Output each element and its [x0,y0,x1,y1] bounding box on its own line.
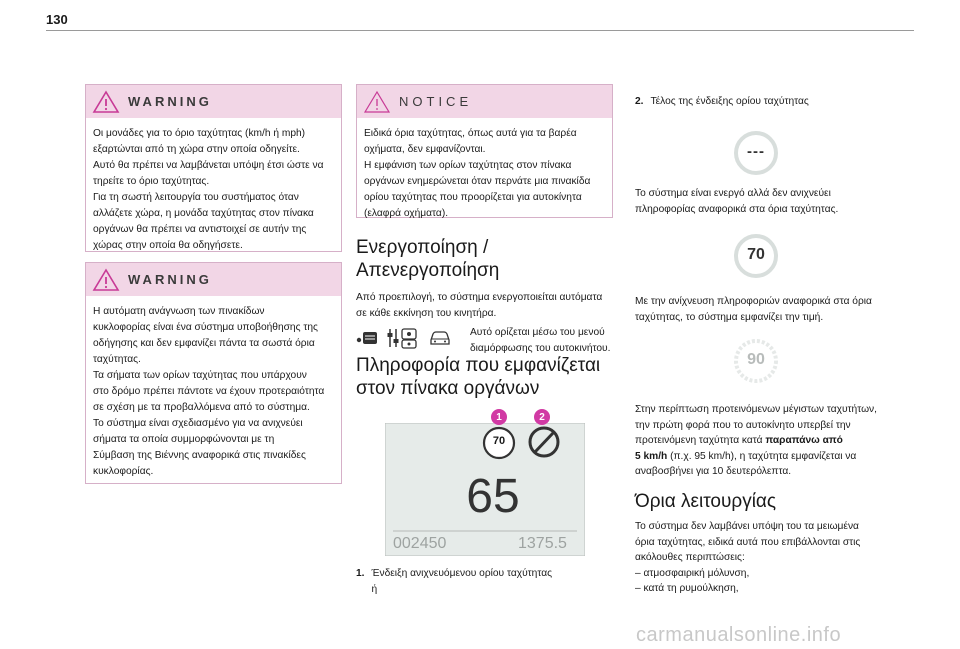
cluster-odometer: 002450 [393,535,447,552]
warning-box-reliability [85,262,342,484]
page-number: 130 [46,12,68,27]
badge-2: 2 [534,409,550,425]
speed-90-text-b: (π.χ. 95 km/h), η ταχύτητα εμφανίζεται να αναβοσβήνει για 10 δευτερόλεπτα. [635,450,857,477]
header-rule [46,30,914,31]
settings-sliders-icon [386,327,420,349]
warning-body: Η αυτόματη ανάγνωση των πινακίδων κυκλοφορίας είναι ένα σύστημα υποβοήθησης της οδήγησης και δεν εμφανίζει πάντα τα σωστά όρια ταχύτητας. Τα σήματα των ορίων ταχύτητας που υπάρχουν στο δρόμο πρέπει πάντοτε να έχουν προτεραιότητα σε σχέση με τα προβαλλόμενα από το σύστημα. Το σύστημα είναι σχεδιασμένο για να ανιχνεύει σήματα τα οποία συμμορφώνονται με τη Σύμβαση της Βιέννης αναφορικά στις πινακίδες κυκλοφορίας. [93,306,325,477]
warning-box-units [85,84,342,252]
item-2 [635,94,915,110]
menu-screen-icon [356,330,378,346]
config-menu-icons [356,325,470,349]
warning-body: Οι μονάδες για το όριο ταχύτητας (km/h ή mph) εξαρτώνται από τη χώρα στην οποία οδηγείτε. Αυτό θα πρέπει να λαμβάνεται υπόψη έτσι ώστε να τηρείτε το όριο ταχύτητας. Για τη σωστή λειτουργία του συστήματος όταν αλλάζετε χώρα, η μονάδα ταχύτητας στον πίνακα οργάνων θα πρέπει να αντιστοιχεί σε αυτήν της χώρας στην οποία θα οδηγήσετε. [93,128,324,251]
warning-title: WARNING [128,272,212,287]
warning-header [86,263,341,296]
sign-dashes-text: --- [747,143,765,160]
watermark: carmanualsonline.info [636,624,842,646]
notice-triangle-icon [363,90,391,114]
activation-text: Από προεπιλογή, το σύστημα ενεργοποιείται αυτόματα σε κάθε εκκίνηση του κινητήρα. [356,292,603,319]
speed-90-text-a: Στην περίπτωση προτεινόμενων μέγιστων ταχυτήτων, την πρώτη φορά που το αυτοκίνητο υπερβεί την προτεινόμενη ταχύτητα κατά [635,404,877,446]
sign-70-text: 70 [747,246,765,263]
display-section [356,354,616,400]
speed-90-description [635,402,920,480]
speed-90-text-bold: παραπάνω από 5 km/h [635,435,843,462]
activation-heading: Ενεργοποίηση / Απενεργοποίηση [356,237,500,281]
config-menu-row [356,325,616,356]
item-1 [356,566,616,597]
notice-box [356,84,613,218]
sign-90-text: 90 [747,351,765,368]
limits-section [635,490,915,597]
cluster-sign-value: 70 [492,435,506,447]
item-2-number: 2. [635,96,644,107]
cluster-speed: 65 [466,470,520,523]
warning-header [86,85,341,118]
limits-heading: Όρια λειτουργίας [635,491,777,512]
cluster-trip: 1375.5 [518,535,567,552]
warning-triangle-icon [92,268,120,292]
activation-section [356,236,616,356]
badge-1: 1 [491,409,507,425]
notice-header [357,85,612,118]
display-heading: Πληροφορία που εμφανίζεται στον πίνακα οργάνων [356,355,601,399]
warning-triangle-icon [92,90,120,114]
limits-text: Το σύστημα δεν λαμβάνει υπόψη του τα μειωμένα όρια ταχύτητας, ειδικά αυτά που επιβάλλονται στις ακόλουθες περιπτώσεις: – ατμοσφαιρική μόλυνση, – κατά τη ρυμούλκηση, [635,521,861,594]
end-of-limit-sign-icon [527,425,561,459]
notice-title: NOTICE [399,94,473,109]
warning-title: WARNING [128,94,212,109]
instrument-cluster-illustration [385,411,585,556]
car-icon [428,330,452,346]
item-1-text: Ένδειξη ανιχνευόμενου ορίου ταχύτητας ή [371,568,553,595]
item-2-text: Τέλος της ένδειξης ορίου ταχύτητας [650,96,809,107]
item-1-number: 1. [356,568,365,579]
speed-70-description: Με την ανίχνευση πληροφοριών αναφορικά στα όρια ταχύτητας, το σύστημα εμφανίζει την τιμή. [635,296,872,323]
dashes-description: Το σύστημα είναι ενεργό αλλά δεν ανιχνεύει πληροφορίας αναφορικά στα όρια ταχύτητας. [635,188,839,215]
config-menu-text: Αυτό ορίζεται μέσω του μενού διαμόρφωσης του αυτοκινήτου. [470,327,611,354]
notice-body: Ειδικά όρια ταχύτητας, όπως αυτά για τα βαρέα οχήματα, δεν εμφανίζονται. Η εμφάνιση των ορίων ταχύτητας στον πίνακα οργάνων ενημερώνεται όταν περνάτε μια πινακίδα ορίου ταχύτητας που προορίζεται για αυτοκίνητα (ελαφρά οχήματα). [364,128,591,219]
